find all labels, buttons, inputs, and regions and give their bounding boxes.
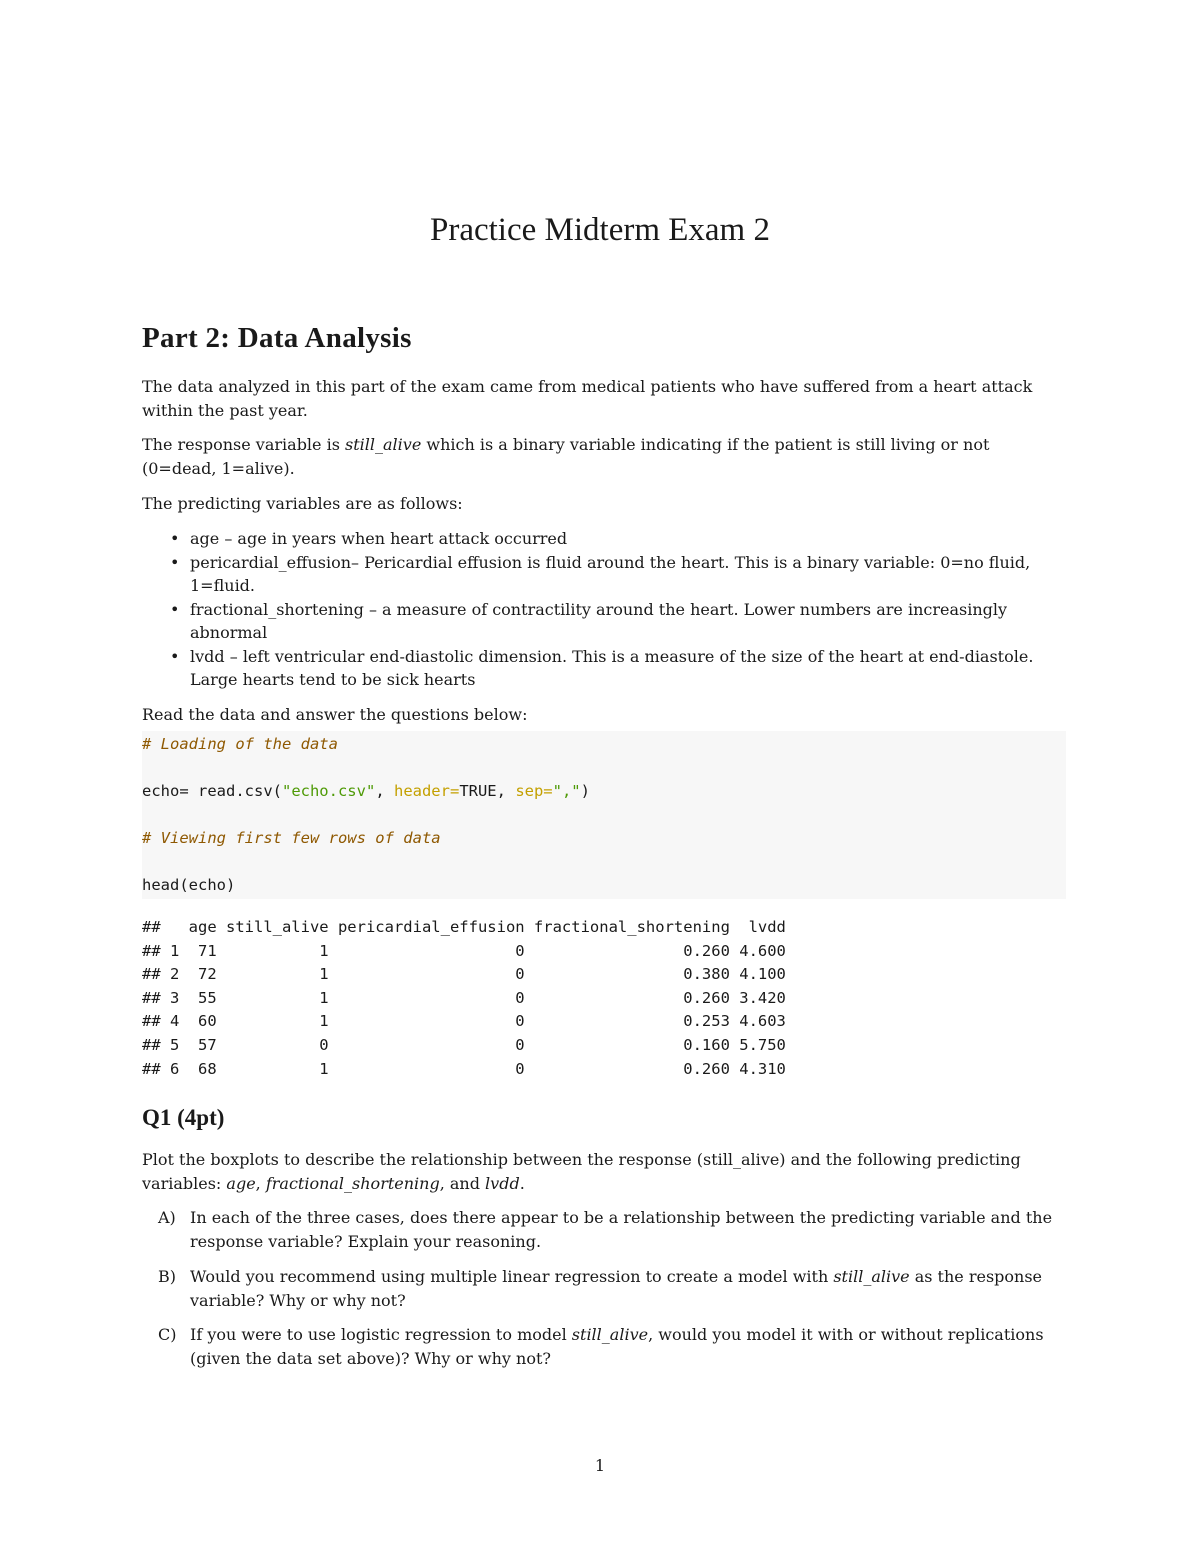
- list-item: • lvdd – left ventricular end-diastolic dimension. This is a measure of the size of the heart at end-diastole. Large hearts tend to be sick hearts: [142, 645, 1060, 692]
- code-argument: header=: [393, 782, 460, 800]
- variable-name: age: [226, 1173, 256, 1193]
- code-string: "echo.csv": [281, 782, 376, 800]
- question-heading: Q1 (4pt): [142, 1105, 225, 1130]
- code-argument: sep=: [515, 782, 553, 800]
- code-punct: ,: [375, 782, 394, 800]
- question-part-c: [142, 1323, 1060, 1370]
- question-intro: [142, 1148, 1060, 1195]
- variable-name: lvdd: [485, 1173, 520, 1193]
- output-row: ## 2 72 1 0 0.380 4.100: [142, 965, 786, 984]
- code-comment: # Loading of the data: [142, 735, 338, 753]
- code-line: head(echo): [142, 876, 236, 894]
- item-marker: A): [158, 1208, 176, 1227]
- question-intro-text: Plot the boxplots to describe the relationship between the response (still_alive) and the following predicting variables:: [142, 1150, 1021, 1193]
- separator: , and: [439, 1173, 486, 1193]
- predictors-intro: The predicting variables are as follows:: [142, 494, 463, 513]
- variable-name: still_alive: [571, 1325, 649, 1344]
- response-variable: still_alive: [345, 435, 422, 454]
- predictors-list: [142, 527, 1060, 692]
- output-row: ## 1 71 1 0 0.260 4.600: [142, 941, 786, 960]
- variable-name: fractional_shortening: [265, 1173, 440, 1193]
- part-heading: Part 2: Data Analysis: [142, 322, 412, 354]
- output-row: ## age still_alive pericardial_effusion fractional_shortening lvdd: [142, 918, 786, 936]
- page-number: 1: [594, 1456, 606, 1475]
- code-comment: # Viewing first few rows of data: [142, 829, 441, 847]
- output-row: ## 3 55 1 0 0.260 3.420: [142, 988, 786, 1007]
- item-marker: B): [158, 1267, 176, 1286]
- output-row: ## 4 60 1 0 0.253 4.603: [142, 1012, 786, 1031]
- question-part-a: [142, 1206, 1060, 1253]
- output-row: ## 5 57 0 0 0.160 5.750: [142, 1035, 786, 1054]
- list-item: • pericardial_effusion– Pericardial effusion is fluid around the heart. This is a binary variable: 0=no fluid, 1=fluid.: [142, 551, 1060, 598]
- sentence-end: .: [519, 1173, 525, 1193]
- document-title: Practice Midterm Exam 2: [430, 212, 770, 248]
- response-suffix: which is a binary variable indicating if the patient is still living or not (0=dead, 1=alive).: [142, 435, 990, 478]
- item-text: , would you model it with or without replications (given the data set above)? Why or why not?: [190, 1325, 1044, 1368]
- code-string: ",": [552, 782, 581, 800]
- separator: ,: [255, 1173, 266, 1193]
- item-text: In each of the three cases, does there appear to be a relationship between the predicting variable and the response variable? Explain your reasoning.: [190, 1208, 1053, 1251]
- item-marker: C): [158, 1325, 177, 1344]
- variable-name: still_alive: [833, 1267, 910, 1286]
- question-part-b: [142, 1265, 1060, 1312]
- code-line: [142, 782, 590, 800]
- item-text: Would you recommend using multiple linear regression to create a model with: [190, 1267, 834, 1286]
- code-value: TRUE,: [459, 782, 516, 800]
- output-row: ## 6 68 1 0 0.260 4.310: [142, 1059, 786, 1078]
- list-item: • fractional_shortening – a measure of contractility around the heart. Lower numbers are increasingly abnormal: [142, 598, 1060, 645]
- item-text: If you were to use logistic regression to model: [190, 1325, 572, 1344]
- list-item: • age – age in years when heart attack occurred: [142, 527, 1060, 551]
- response-paragraph: [142, 433, 1060, 480]
- response-prefix: The response variable is: [142, 435, 346, 454]
- code-punct: ): [580, 782, 590, 800]
- intro-paragraph: The data analyzed in this part of the exam came from medical patients who have suffered from a heart attack within the past year.: [142, 377, 1033, 420]
- code-block: [142, 731, 1066, 899]
- read-data-instruction: Read the data and answer the questions below:: [142, 705, 528, 724]
- item-text: as the response variable? Why or why not?: [190, 1267, 1043, 1310]
- r-output: [142, 916, 786, 1081]
- code-call: echo= read.csv(: [142, 782, 282, 800]
